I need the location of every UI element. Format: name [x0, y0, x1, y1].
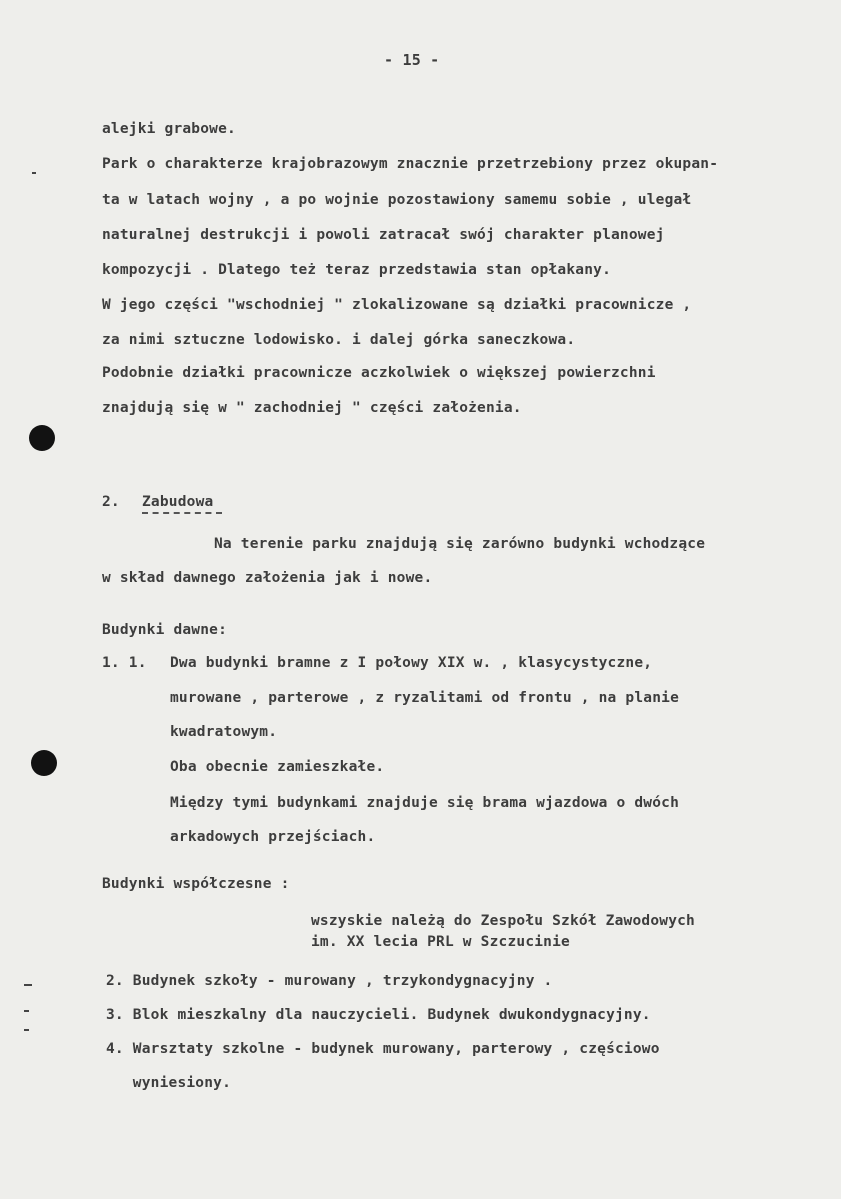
old-buildings-line-1: Dwa budynki bramne z I połowy XIX w. , klasycystyczne, — [170, 655, 653, 671]
section-intro-line-1: Na terenie parku znajdują się zarówno budynki wchodzące — [214, 536, 706, 552]
section-heading-underline — [142, 512, 222, 514]
new-buildings-item-4: 4. Warsztaty szkolne - budynek murowany, parterowy , częściowo — [106, 1041, 660, 1057]
margin-tick-4 — [24, 1029, 29, 1031]
section-heading: Zabudowa — [142, 494, 214, 510]
punch-hole-bottom — [31, 750, 57, 776]
old-buildings-line-6: arkadowych przejściach. — [170, 829, 376, 845]
old-buildings-item-number: 1. 1. — [102, 655, 147, 671]
margin-tick-1 — [32, 172, 36, 174]
page-number: - 15 - — [384, 51, 440, 69]
text-line-8: Podobnie działki pracownicze aczkolwiek o większej powierzchni — [102, 365, 656, 381]
text-line-1: alejki grabowe. — [102, 121, 236, 137]
old-buildings-line-3: kwadratowym. — [170, 724, 278, 740]
old-buildings-label: Budynki dawne: — [102, 622, 228, 638]
text-line-9: znajdują się w " zachodniej " części założenia. — [102, 400, 522, 416]
section-number: 2. — [102, 494, 120, 510]
text-line-4: naturalnej destrukcji i powoli zatracał swój charakter planowej — [102, 227, 665, 243]
text-line-6: W jego części "wschodniej " zlokalizowane są działki pracownicze , — [102, 297, 692, 313]
old-buildings-line-5: Między tymi budynkami znajduje się brama wjazdowa o dwóch — [170, 795, 679, 811]
new-buildings-item-2: 2. Budynek szkoły - murowany , trzykondygnacyjny . — [106, 973, 553, 989]
new-buildings-item-4-cont: wyniesiony. — [106, 1075, 232, 1091]
old-buildings-line-2: murowane , parterowe , z ryzalitami od frontu , na planie — [170, 690, 679, 706]
new-buildings-note-line-1: wszyskie należą do Zespołu Szkół Zawodowych — [311, 913, 695, 929]
section-intro-line-2: w skład dawnego założenia jak i nowe. — [102, 570, 433, 586]
text-line-3: ta w latach wojny , a po wojnie pozostawiony samemu sobie , ulegał — [102, 192, 692, 208]
margin-tick-2 — [24, 984, 32, 986]
text-line-2: Park o charakterze krajobrazowym znacznie przetrzebiony przez okupan- — [102, 156, 719, 172]
new-buildings-label: Budynki współczesne : — [102, 876, 290, 892]
new-buildings-note-line-2: im. XX lecia PRL w Szczucinie — [311, 934, 570, 950]
old-buildings-line-4: Oba obecnie zamieszkałe. — [170, 759, 385, 775]
margin-tick-3 — [24, 1010, 29, 1012]
text-line-7: za nimi sztuczne lodowisko. i dalej górka saneczkowa. — [102, 332, 576, 348]
new-buildings-item-3: 3. Blok mieszkalny dla nauczycieli. Budynek dwukondygnacyjny. — [106, 1007, 651, 1023]
punch-hole-top — [29, 425, 55, 451]
text-line-5: kompozycji . Dlatego też teraz przedstawia stan opłakany. — [102, 262, 611, 278]
